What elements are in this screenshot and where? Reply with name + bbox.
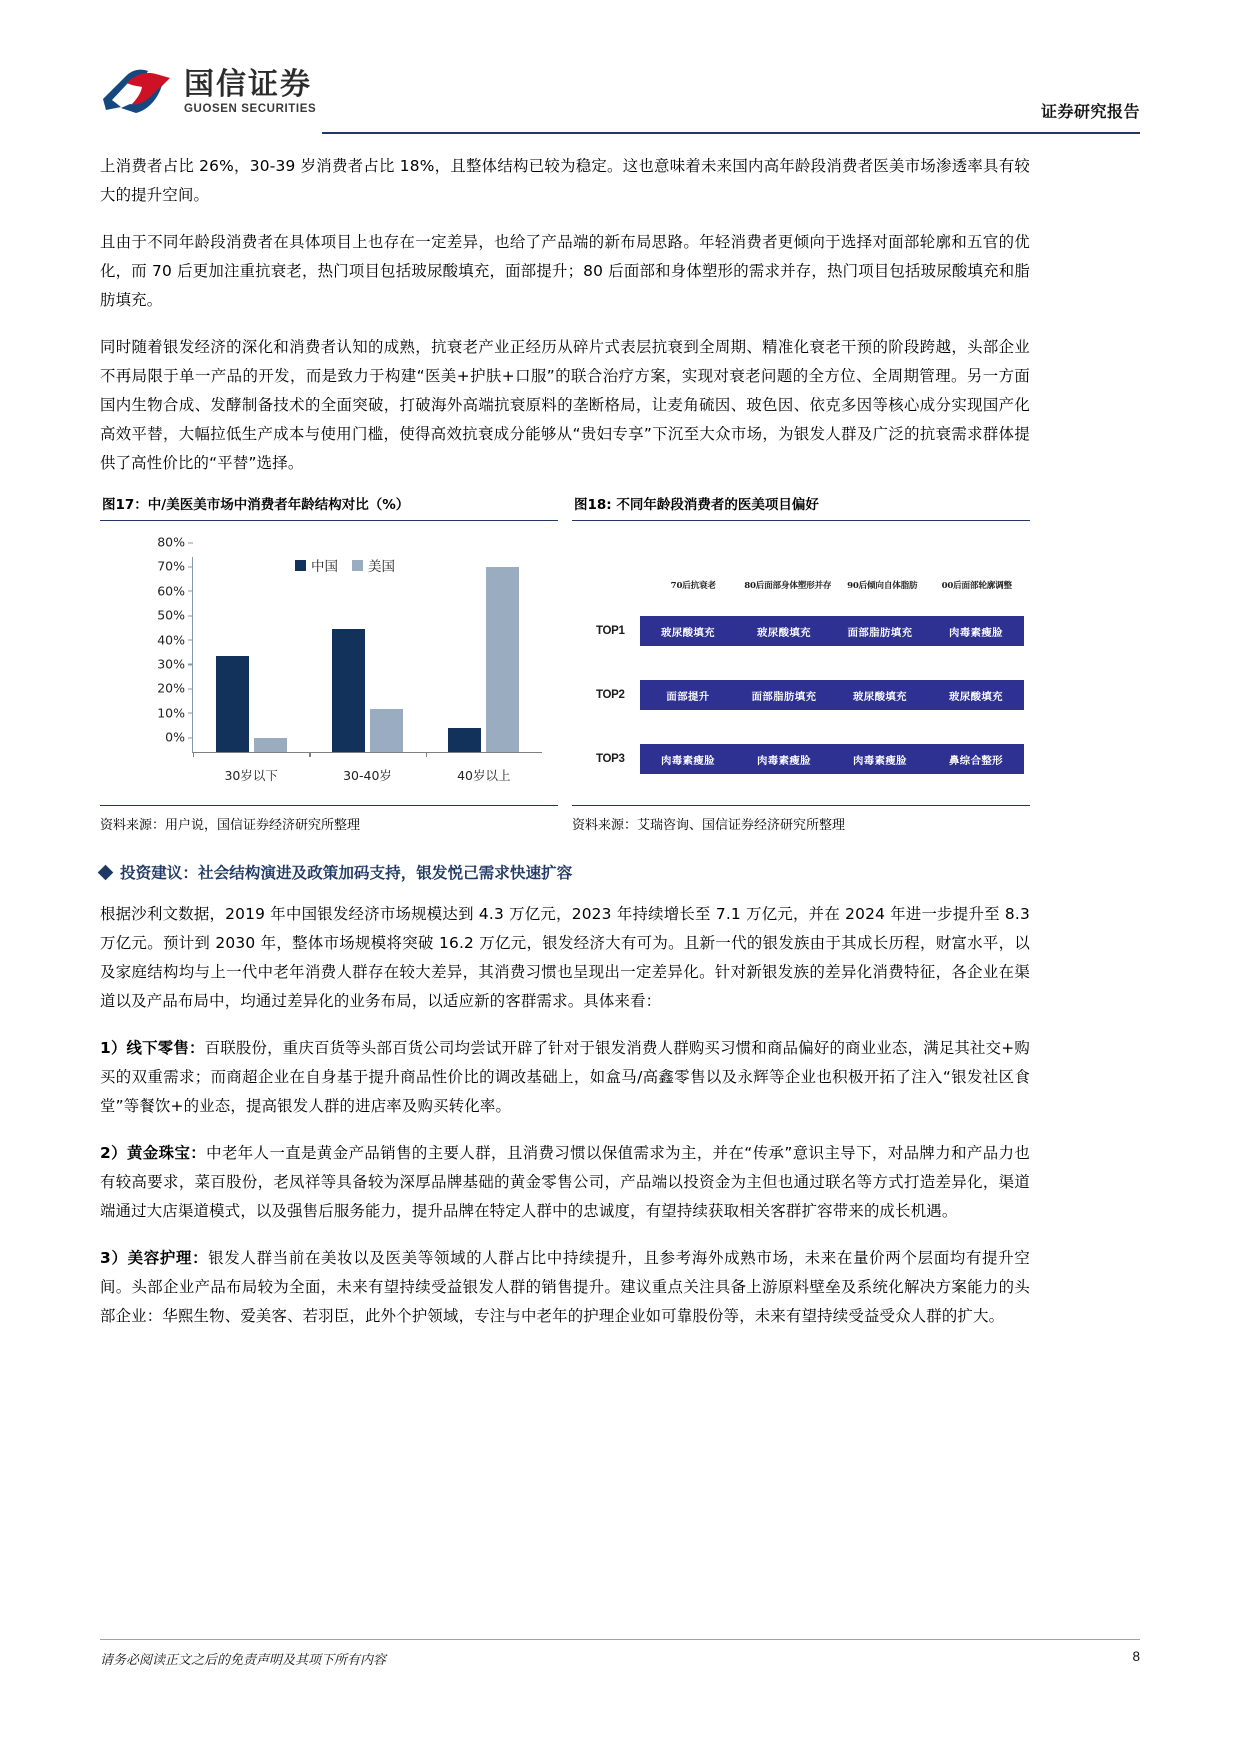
chart-y-tick: 70% [157,559,193,574]
chart-y-tick: 30% [157,656,193,671]
list-item-1 [100,1034,1030,1121]
matrix-cell [640,680,736,710]
header-divider [322,132,1140,134]
footer-divider [100,1639,1140,1640]
chart-y-tick: 10% [157,705,193,720]
matrix-cell [832,744,928,774]
matrix-cell [640,744,736,774]
figures-row [100,493,1030,833]
list-item-1-lead: 1）线下零售： [100,1039,205,1057]
chart-bar-group [426,557,542,783]
matrix-cell-chip: 鼻综合整形 [928,744,1024,774]
matrix-cell [928,680,1024,710]
matrix-cell [832,616,928,646]
matrix-cell [736,744,832,774]
page-header [100,62,1140,134]
chart-bar-group [193,557,309,783]
chart-bar-group [309,557,425,783]
matrix-cell [640,616,736,646]
list-item-1-text: 百联股份，重庆百货等头部百货公司均尝试开辟了针对于银发消费人群购买习惯和商品偏好的商业业态，满足其社交+购买的双重需求；而商超企业在自身基于提升商品性价比的调改基础上，如盒马/高鑫零售以及永辉等企业也积极开拓了注入“银发社区食堂”等餐饮+的业态，提高银发人群的进店率及购买转化率。 [100,1039,1031,1115]
chart-y-tick: 60% [157,583,193,598]
matrix-column-header: 80后面部身体塑形并存 [744,581,832,591]
chart-bar-usa [370,709,403,752]
page-footer [100,1639,1140,1677]
matrix-body [590,607,1024,783]
matrix-cell [928,616,1024,646]
matrix-row-label: TOP3 [596,753,625,765]
matrix-cell-chip: 面部提升 [640,680,736,710]
paragraph-3: 同时随着银发经济的深化和消费者认知的成熟，抗衰老产业正经历从碎片式表层抗衰到全周期、精准化衰老干预的阶段跨越，头部企业不再局限于单一产品的开发，而是致力于构建“医美+护肤+口服”的联合治疗方案，实现对衰老问题的全方位、全周期管理。另一方面国内生物合成、发酵制备技术的全面突破，打破海外高端抗衰原料的垄断格局，让麦角硫因、玻色因、依克多因等核心成分实现国产化高效平替，大幅拉低生产成本与使用门槛，使得高效抗衰成分能够从“贵妇专享”下沉至大众市场，为银发人群及广泛的抗衰需求群体提供了高性价比的“平替”选择。 [100,338,1030,472]
list-item-3 [100,1244,1030,1331]
section-heading [100,861,1030,883]
chart-x-tick-label: 30岁以下 [224,768,278,783]
list-item-2-lead: 2）黄金珠宝： [100,1144,207,1162]
matrix-cell [736,616,832,646]
matrix-column-header: 70后抗衰老 [670,581,716,591]
matrix-cell-chip: 玻尿酸填充 [736,616,832,646]
matrix-cell-chip: 玻尿酸填充 [928,680,1024,710]
list-item-3-text: 银发人群当前在美妆以及医美等领域的人群占比中持续提升，且参考海外成熟市场，未来在量价两个层面均有提升空间。头部企业产品布局较为全面，未来有望持续受益银发人群的销售提升。建议重点关注具备上游原料壁垒及系统化解决方案能力的头部企业：华熙生物、爱美客、若羽臣，此外个护领域，专注与中老年的护理企业如可靠股份等，未来有望持续受益受众人群的扩大。 [100,1249,1031,1325]
matrix-cell-chip: 肉毒素瘦脸 [640,744,736,774]
list-item-2 [100,1139,1030,1226]
legend-label-usa: 美国 [368,559,395,575]
guosen-logo-icon [100,66,174,118]
chart-bar-usa [486,567,519,752]
figure-17-title: 图17：中/美医美市场中消费者年龄结构对比（%） [100,493,558,521]
preference-matrix [590,561,1024,779]
age-structure-bar-chart [100,521,558,805]
matrix-cell-chip: 面部脂肪填充 [736,680,832,710]
chart-y-tick: 20% [157,681,193,696]
brand-logo-text [184,69,316,115]
body-text-bottom [100,900,1030,1349]
matrix-cell [736,680,832,710]
chart-bar-usa [254,738,287,752]
legend-label-china: 中国 [311,559,338,575]
figure-17 [100,493,558,833]
chart-bar-china [332,629,365,752]
brand-name-en: GUOSEN SECURITIES [184,102,317,115]
chart-x-tick-label: 30-40岁 [343,768,392,783]
matrix-column-header: 90后倾向自体脂肪 [847,581,918,591]
diamond-bullet-icon [98,864,114,880]
matrix-row [590,735,1024,783]
chart-y-tick: 50% [157,608,193,623]
matrix-row [590,671,1024,719]
figure-18-source: 资料来源：艾瑞咨询、国信证券经济研究所整理 [572,805,1030,833]
matrix-cell-chip: 肉毒素瘦脸 [736,744,832,774]
page-number: 8 [1132,1649,1140,1664]
figure-18-canvas [572,521,1030,805]
figure-18 [572,493,1030,833]
paragraph-1: 上消费者占比 26%，30-39 岁消费者占比 18%，且整体结构已较为稳定。这也意味着未来国内高年龄段消费者医美市场渗透率具有较大的提升空间。 [100,157,1030,204]
chart-plot-area [157,534,542,783]
matrix-column-header: 00后面部轮廓调整 [941,581,1012,591]
brand-logo [100,66,316,118]
body-text-top [100,152,1030,496]
chart-bar-china [448,728,481,752]
matrix-row-label: TOP2 [596,689,625,701]
paragraph-2: 且由于不同年龄段消费者在具体项目上也存在一定差异，也给了产品端的新布局思路。年轻消费者更倾向于选择对面部轮廓和五官的优化，而 70 后更加注重抗衰老，热门项目包括玻尿酸填充，面部提升；80 后面部和身体塑形的需求并存，热门项目包括玻尿酸填充和脂肪填充。 [100,233,1030,309]
figure-17-canvas [100,521,558,805]
chart-x-tick-label: 40岁以上 [457,768,511,783]
matrix-cell-chip: 肉毒素瘦脸 [928,616,1024,646]
chart-bar-groups [193,557,542,783]
chart-bar-china [216,656,249,752]
section-paragraph-1: 根据沙利文数据，2019 年中国银发经济市场规模达到 4.3 万亿元，2023 年持续增长至 7.1 万亿元，并在 2024 年进一步提升至 8.3 万亿元。预计到 2030 年，整体市场规模将突破 16.2 万亿元，银发经济大有可为。且新一代的银发族由于其成长历程，财富水平，以及家庭结构均与上一代中老年消费人群存在较大差异，其消费习惯也呈现出一定差异化。针对新银发族的差异化消费特征，各企业在渠道以及产品布局中，均通过差异化的业务布局，以适应新的客群需求。具体来看： [100,905,1030,1010]
matrix-cell-chip: 玻尿酸填充 [640,616,736,646]
matrix-cell-chip: 面部脂肪填充 [832,616,928,646]
report-type-label: 证券研究报告 [1040,102,1140,121]
section-heading-text: 投资建议：社会结构演进及政策加码支持，银发悦己需求快速扩容 [120,864,573,882]
figure-18-title: 图18: 不同年龄段消费者的医美项目偏好 [572,493,1030,521]
matrix-cell [832,680,928,710]
chart-y-tick: 40% [157,632,193,647]
matrix-cell [928,744,1024,774]
brand-name-cn: 国信证券 [184,67,312,103]
chart-y-tick: 80% [157,535,193,550]
matrix-row [590,607,1024,655]
list-item-3-lead: 3）美容护理： [100,1249,209,1267]
matrix-cell-chip: 肉毒素瘦脸 [832,744,928,774]
matrix-row-label: TOP1 [596,625,625,637]
matrix-cell-chip: 玻尿酸填充 [832,680,928,710]
figure-17-source: 资料来源：用户说，国信证券经济研究所整理 [100,805,558,833]
list-item-2-text: 中老年人一直是黄金产品销售的主要人群，且消费习惯以保值需求为主，并在“传承”意识主导下，对品牌力和产品力也有较高要求，菜百股份，老凤祥等具备较为深厚品牌基础的黄金零售公司，产品端以投资金为主但也通过联名等方式打造差异化，渠道端通过大店渠道模式，以及强售后服务能力，提升品牌在特定人群中的忠诚度，有望持续获取相关客群扩容带来的成长机遇。 [100,1144,1030,1220]
chart-y-tick: 0% [165,730,193,745]
matrix-header-row [590,561,1024,591]
footer-disclaimer: 请务必阅读正文之后的免责声明及其项下所有内容 [100,1653,387,1668]
